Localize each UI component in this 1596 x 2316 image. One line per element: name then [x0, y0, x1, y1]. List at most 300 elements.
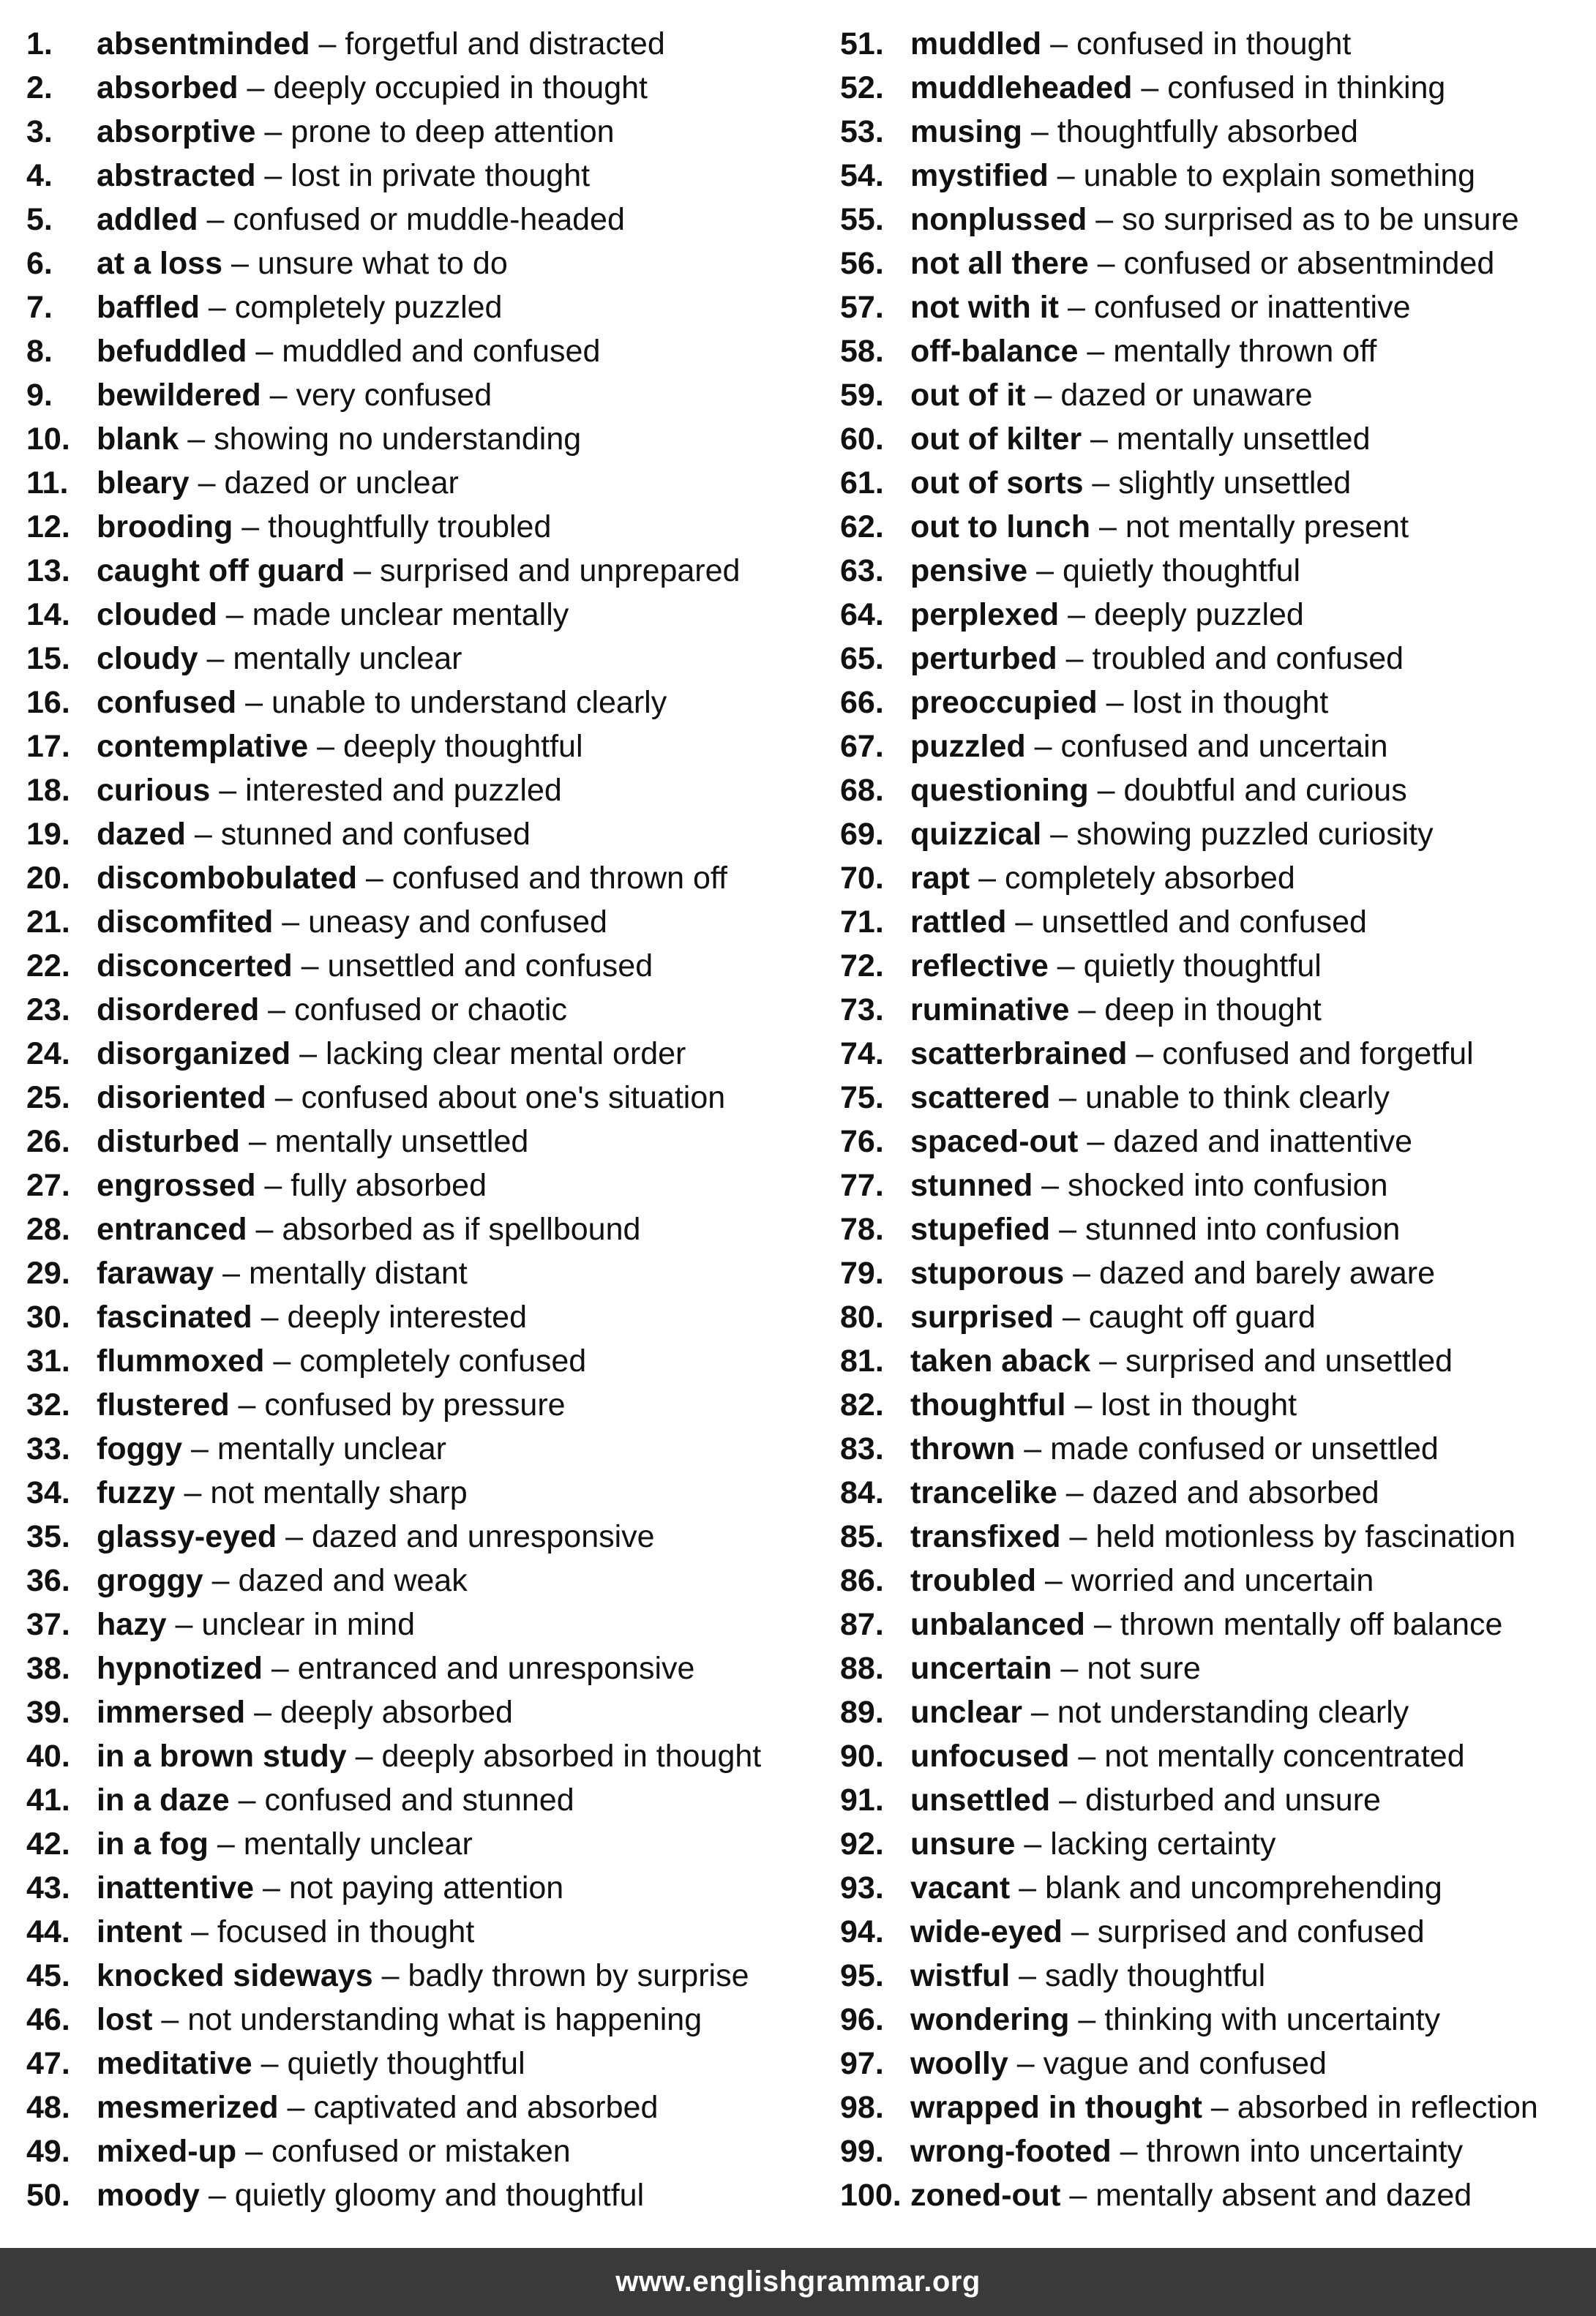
item-term: clouded: [97, 597, 217, 632]
item-definition: completely absorbed: [1005, 861, 1295, 896]
item-number: 73.: [840, 992, 884, 1027]
item-number: 54.: [840, 158, 884, 193]
item-term: hypnotized: [97, 1651, 263, 1686]
item-definition: unsure what to do: [257, 246, 508, 281]
item-definition: made confused or unsettled: [1050, 1431, 1439, 1466]
item-term: unbalanced: [910, 1607, 1085, 1642]
list-item: [26, 724, 824, 768]
item-text: [97, 1076, 725, 1120]
item-term: discombobulated: [97, 861, 357, 896]
item-term: troubled: [910, 1563, 1036, 1598]
item-number: 4.: [26, 158, 53, 193]
item-number: 77.: [840, 1168, 884, 1203]
item-number: 71.: [840, 904, 884, 940]
list-item: [26, 1778, 824, 1822]
item-text: [97, 900, 607, 944]
item-text: [97, 1559, 468, 1603]
item-number: 87.: [840, 1607, 884, 1642]
list-item: [840, 110, 1586, 154]
list-item: [840, 1032, 1586, 1076]
list-item: [26, 1515, 824, 1559]
item-separator: –: [1059, 597, 1094, 632]
item-term: preoccupied: [910, 685, 1098, 720]
item-definition: mentally unsettled: [274, 1124, 529, 1159]
list-item: [26, 1383, 824, 1427]
item-text: [97, 944, 653, 988]
list-item: [840, 1603, 1586, 1646]
item-separator: –: [1041, 26, 1076, 61]
item-separator: –: [1097, 685, 1133, 720]
item-text: [910, 1866, 1442, 1910]
item-number: 34.: [26, 1475, 70, 1510]
item-number: 18.: [26, 773, 70, 808]
item-definition: worried and uncertain: [1071, 1563, 1374, 1598]
item-text: [910, 812, 1434, 856]
item-separator: –: [222, 246, 258, 281]
list-item: [26, 637, 824, 681]
item-separator: –: [199, 290, 235, 325]
item-number: 19.: [26, 817, 70, 852]
item-text: [910, 1954, 1265, 1998]
item-separator: –: [179, 421, 214, 457]
item-definition: thrown into uncertainty: [1146, 2134, 1464, 2169]
list-item: [26, 900, 824, 944]
list-item: [840, 2085, 1586, 2129]
item-number: 84.: [840, 1475, 884, 1510]
item-term: quizzical: [910, 817, 1042, 852]
item-term: stuporous: [910, 1256, 1065, 1291]
list-item: [26, 154, 824, 198]
item-definition: completely puzzled: [234, 290, 503, 325]
list-item: [26, 856, 824, 900]
item-separator: –: [262, 1651, 298, 1686]
list-item: [26, 110, 824, 154]
item-number: 48.: [26, 2090, 70, 2125]
item-term: wistful: [910, 1958, 1011, 1993]
item-term: immersed: [97, 1695, 246, 1730]
item-separator: –: [259, 992, 295, 1027]
list-item: [26, 2129, 824, 2173]
item-separator: –: [1025, 378, 1061, 413]
list-item: [26, 1339, 824, 1383]
item-number: 11.: [26, 465, 69, 501]
item-separator: –: [1035, 1563, 1071, 1598]
item-definition: deeply absorbed: [280, 1695, 513, 1730]
item-separator: –: [1027, 553, 1063, 588]
item-text: [910, 549, 1300, 593]
item-separator: –: [1041, 817, 1077, 852]
item-separator: –: [245, 1695, 280, 1730]
item-text: [97, 2173, 644, 2217]
item-term: in a fog: [97, 1826, 209, 1862]
item-number: 32.: [26, 1387, 70, 1423]
item-number: 90.: [840, 1739, 884, 1774]
item-definition: quietly thoughtful: [1062, 553, 1301, 588]
item-separator: –: [255, 158, 291, 193]
item-definition: dazed and absorbed: [1092, 1475, 1379, 1510]
item-term: out of kilter: [910, 421, 1082, 457]
item-separator: –: [345, 553, 381, 588]
item-number: 72.: [840, 948, 884, 983]
item-term: rapt: [910, 861, 970, 896]
list-item: [840, 1295, 1586, 1339]
item-text: [97, 549, 740, 593]
item-term: in a daze: [97, 1783, 230, 1818]
list-item: [840, 1427, 1586, 1471]
item-number: 38.: [26, 1651, 70, 1686]
item-term: wondering: [910, 2002, 1070, 2037]
item-separator: –: [1082, 421, 1117, 457]
item-definition: quietly thoughtful: [1083, 948, 1322, 983]
item-definition: unable to think clearly: [1085, 1080, 1390, 1115]
item-separator: –: [1069, 992, 1105, 1027]
item-number: 55.: [840, 202, 884, 237]
item-separator: –: [1048, 948, 1084, 983]
list-item: [840, 1251, 1586, 1295]
item-text: [910, 900, 1367, 944]
list-item: [26, 593, 824, 637]
item-term: wrong-footed: [910, 2134, 1112, 2169]
item-separator: –: [175, 1475, 211, 1510]
item-definition: held motionless by fascination: [1095, 1519, 1516, 1554]
item-term: woolly: [910, 2046, 1008, 2081]
item-separator: –: [278, 2090, 314, 2125]
item-separator: –: [233, 509, 269, 544]
list-item: [26, 329, 824, 373]
item-text: [910, 1163, 1388, 1207]
item-separator: –: [1127, 1036, 1163, 1071]
item-definition: forgetful and distracted: [345, 26, 665, 61]
item-separator: –: [356, 861, 392, 896]
item-definition: prone to deep attention: [291, 114, 615, 149]
item-separator: –: [1069, 1739, 1105, 1774]
item-separator: –: [1083, 465, 1119, 501]
item-text: [910, 1646, 1201, 1690]
list-item: [26, 1690, 824, 1734]
item-separator: –: [970, 861, 1005, 896]
item-definition: thoughtfully troubled: [268, 509, 552, 544]
item-text: [97, 1734, 761, 1778]
item-definition: mentally thrown off: [1113, 334, 1377, 369]
list-item: [840, 417, 1586, 461]
item-separator: –: [239, 1124, 275, 1159]
item-text: [910, 417, 1371, 461]
item-text: [910, 1778, 1381, 1822]
list-item: [840, 988, 1586, 1032]
item-term: pensive: [910, 553, 1028, 588]
item-definition: uneasy and confused: [308, 904, 607, 940]
item-definition: stunned and confused: [220, 817, 531, 852]
item-text: [97, 2085, 658, 2129]
item-text: [910, 66, 1445, 110]
list-item: [840, 1734, 1586, 1778]
list-item: [840, 285, 1586, 329]
list-item: [840, 1822, 1586, 1866]
item-number: 65.: [840, 641, 884, 676]
list-item: [26, 1910, 824, 1954]
item-text: [910, 22, 1351, 66]
footer-url[interactable]: www.englishgrammar.org: [615, 2266, 981, 2298]
item-number: 45.: [26, 1958, 70, 1993]
item-text: [910, 285, 1410, 329]
item-separator: –: [1015, 1826, 1051, 1862]
item-text: [910, 1032, 1474, 1076]
list-item: [840, 856, 1586, 900]
item-definition: deeply thoughtful: [342, 729, 583, 764]
list-item: [840, 1383, 1586, 1427]
item-term: flummoxed: [97, 1343, 265, 1379]
item-number: 51.: [840, 26, 884, 61]
item-number: 24.: [26, 1036, 70, 1071]
item-definition: unsettled and confused: [327, 948, 653, 983]
item-number: 98.: [840, 2090, 884, 2125]
item-term: disoriented: [97, 1080, 266, 1115]
item-definition: badly thrown by surprise: [408, 1958, 749, 1993]
item-number: 20.: [26, 861, 70, 896]
item-number: 14.: [26, 597, 70, 632]
item-separator: –: [261, 378, 296, 413]
item-definition: confused and forgetful: [1162, 1036, 1474, 1071]
item-number: 23.: [26, 992, 70, 1027]
item-text: [910, 329, 1376, 373]
item-text: [97, 1032, 686, 1076]
item-separator: –: [203, 1563, 239, 1598]
item-text: [910, 1251, 1435, 1295]
list-item: [840, 1207, 1586, 1251]
item-text: [97, 724, 583, 768]
item-separator: –: [1048, 158, 1084, 193]
item-definition: lacking clear mental order: [326, 1036, 686, 1071]
item-separator: –: [236, 2134, 271, 2169]
item-number: 86.: [840, 1563, 884, 1598]
item-number: 31.: [26, 1343, 70, 1379]
item-term: cloudy: [97, 641, 198, 676]
item-separator: –: [292, 948, 328, 983]
list-item: [26, 1427, 824, 1471]
item-number: 97.: [840, 2046, 884, 2081]
item-text: [910, 944, 1322, 988]
item-number: 58.: [840, 334, 884, 369]
item-term: muddleheaded: [910, 70, 1133, 105]
item-term: stupefied: [910, 1212, 1051, 1247]
item-text: [97, 1383, 566, 1427]
item-separator: –: [247, 334, 282, 369]
item-text: [910, 1734, 1465, 1778]
item-text: [97, 1471, 468, 1515]
item-number: 35.: [26, 1519, 70, 1554]
item-separator: –: [1088, 246, 1124, 281]
item-number: 79.: [840, 1256, 884, 1291]
item-term: vacant: [910, 1870, 1011, 1905]
item-separator: –: [238, 70, 274, 105]
list-item: [840, 241, 1586, 285]
item-definition: mentally unclear: [233, 641, 462, 676]
item-text: [97, 329, 600, 373]
item-separator: –: [264, 1343, 300, 1379]
list-item: [26, 2173, 824, 2217]
item-text: [97, 461, 459, 505]
item-term: blank: [97, 421, 179, 457]
list-item: [840, 1559, 1586, 1603]
item-number: 74.: [840, 1036, 884, 1071]
item-term: scatterbrained: [910, 1036, 1128, 1071]
item-separator: –: [1087, 202, 1123, 237]
list-item: [26, 373, 824, 417]
item-term: baffled: [97, 290, 200, 325]
item-separator: –: [1062, 1914, 1098, 1949]
item-text: [97, 1251, 468, 1295]
item-separator: –: [189, 465, 225, 501]
item-term: out of it: [910, 378, 1026, 413]
item-definition: not mentally concentrated: [1104, 1739, 1465, 1774]
list-item: [840, 1910, 1586, 1954]
item-term: discomfited: [97, 904, 274, 940]
item-definition: deeply occupied in thought: [273, 70, 648, 105]
item-term: perplexed: [910, 597, 1060, 632]
item-term: bewildered: [97, 378, 261, 413]
item-term: disturbed: [97, 1124, 240, 1159]
item-term: trancelike: [910, 1475, 1057, 1510]
list-item: [840, 329, 1586, 373]
item-number: 43.: [26, 1870, 70, 1905]
list-item: [840, 505, 1586, 549]
item-term: stunned: [910, 1168, 1033, 1203]
item-text: [910, 241, 1494, 285]
item-term: thoughtful: [910, 1387, 1066, 1423]
list-item: [26, 505, 824, 549]
item-separator: –: [198, 202, 233, 237]
item-term: off-balance: [910, 334, 1079, 369]
item-term: nonplussed: [910, 202, 1087, 237]
item-term: questioning: [910, 773, 1089, 808]
item-separator: –: [1022, 114, 1057, 149]
item-separator: –: [166, 1607, 202, 1642]
list-item: [840, 154, 1586, 198]
list-item: [840, 373, 1586, 417]
item-text: [910, 681, 1328, 724]
item-definition: not mentally sharp: [210, 1475, 468, 1510]
item-term: confused: [97, 685, 237, 720]
list-item: [840, 1690, 1586, 1734]
item-number: 10.: [26, 421, 70, 457]
list-item: [840, 768, 1586, 812]
item-term: unsure: [910, 1826, 1016, 1862]
list-item: [840, 1076, 1586, 1120]
item-separator: –: [255, 114, 291, 149]
item-text: [910, 154, 1475, 198]
item-term: dazed: [97, 817, 186, 852]
item-definition: disturbed and unsure: [1084, 1783, 1381, 1818]
item-definition: confused or mistaken: [271, 2134, 571, 2169]
item-term: zoned-out: [910, 2178, 1061, 2213]
item-text: [910, 373, 1313, 417]
item-definition: very confused: [296, 378, 492, 413]
item-term: groggy: [97, 1563, 203, 1598]
item-separator: –: [1033, 1168, 1068, 1203]
item-number: 57.: [840, 290, 884, 325]
item-number: 42.: [26, 1826, 70, 1862]
item-definition: confused about one's situation: [301, 1080, 726, 1115]
list-item: [26, 1998, 824, 2042]
item-definition: doubtful and curious: [1123, 773, 1407, 808]
item-definition: confused or muddle-headed: [233, 202, 625, 237]
item-definition: confused or chaotic: [294, 992, 567, 1027]
list-item: [840, 2173, 1586, 2217]
item-definition: absorbed in reflection: [1237, 2090, 1538, 2125]
item-separator: –: [1060, 2178, 1096, 2213]
list-item: [26, 285, 824, 329]
item-separator: –: [1010, 1870, 1046, 1905]
item-definition: muddled and confused: [282, 334, 601, 369]
item-separator: –: [266, 1080, 301, 1115]
item-term: inattentive: [97, 1870, 255, 1905]
item-term: hazy: [97, 1607, 167, 1642]
item-definition: troubled and confused: [1092, 641, 1404, 676]
item-definition: thinking with uncertainty: [1104, 2002, 1441, 2037]
item-separator: –: [199, 2178, 235, 2213]
left-column: [26, 22, 824, 2217]
item-term: thrown: [910, 1431, 1016, 1466]
item-definition: confused by pressure: [264, 1387, 566, 1423]
item-text: [97, 856, 727, 900]
item-definition: completely confused: [299, 1343, 587, 1379]
list-item: [840, 681, 1586, 724]
item-text: [97, 681, 667, 724]
item-term: absorbed: [97, 70, 239, 105]
item-definition: fully absorbed: [291, 1168, 487, 1203]
item-text: [910, 637, 1404, 681]
item-definition: deeply absorbed in thought: [381, 1739, 762, 1774]
item-term: mystified: [910, 158, 1049, 193]
item-text: [910, 2085, 1538, 2129]
item-number: 33.: [26, 1431, 70, 1466]
item-number: 27.: [26, 1168, 70, 1203]
item-separator: –: [1090, 509, 1125, 544]
item-number: 2.: [26, 70, 53, 105]
item-definition: caught off guard: [1088, 1300, 1316, 1335]
item-text: [97, 1163, 487, 1207]
item-separator: –: [1050, 1080, 1086, 1115]
item-term: out of sorts: [910, 465, 1084, 501]
item-number: 62.: [840, 509, 884, 544]
item-text: [910, 2042, 1327, 2085]
item-separator: –: [1050, 1212, 1085, 1247]
list-item: [840, 637, 1586, 681]
item-term: ruminative: [910, 992, 1070, 1027]
item-term: disordered: [97, 992, 260, 1027]
list-item: [26, 812, 824, 856]
item-term: wide-eyed: [910, 1914, 1063, 1949]
item-term: reflective: [910, 948, 1049, 983]
item-term: curious: [97, 773, 211, 808]
item-term: unsettled: [910, 1783, 1051, 1818]
item-text: [97, 812, 531, 856]
item-term: out to lunch: [910, 509, 1090, 544]
item-definition: captivated and absorbed: [313, 2090, 659, 2125]
item-separator: –: [185, 817, 221, 852]
item-definition: not sure: [1087, 1651, 1201, 1686]
item-definition: stunned into confusion: [1084, 1212, 1401, 1247]
item-number: 61.: [840, 465, 884, 501]
list-item: [840, 1998, 1586, 2042]
list-item: [26, 417, 824, 461]
item-text: [910, 1295, 1316, 1339]
item-definition: lost in private thought: [291, 158, 591, 193]
item-number: 37.: [26, 1607, 70, 1642]
item-separator: –: [1006, 904, 1042, 940]
list-item: [840, 549, 1586, 593]
item-separator: –: [229, 1387, 265, 1423]
